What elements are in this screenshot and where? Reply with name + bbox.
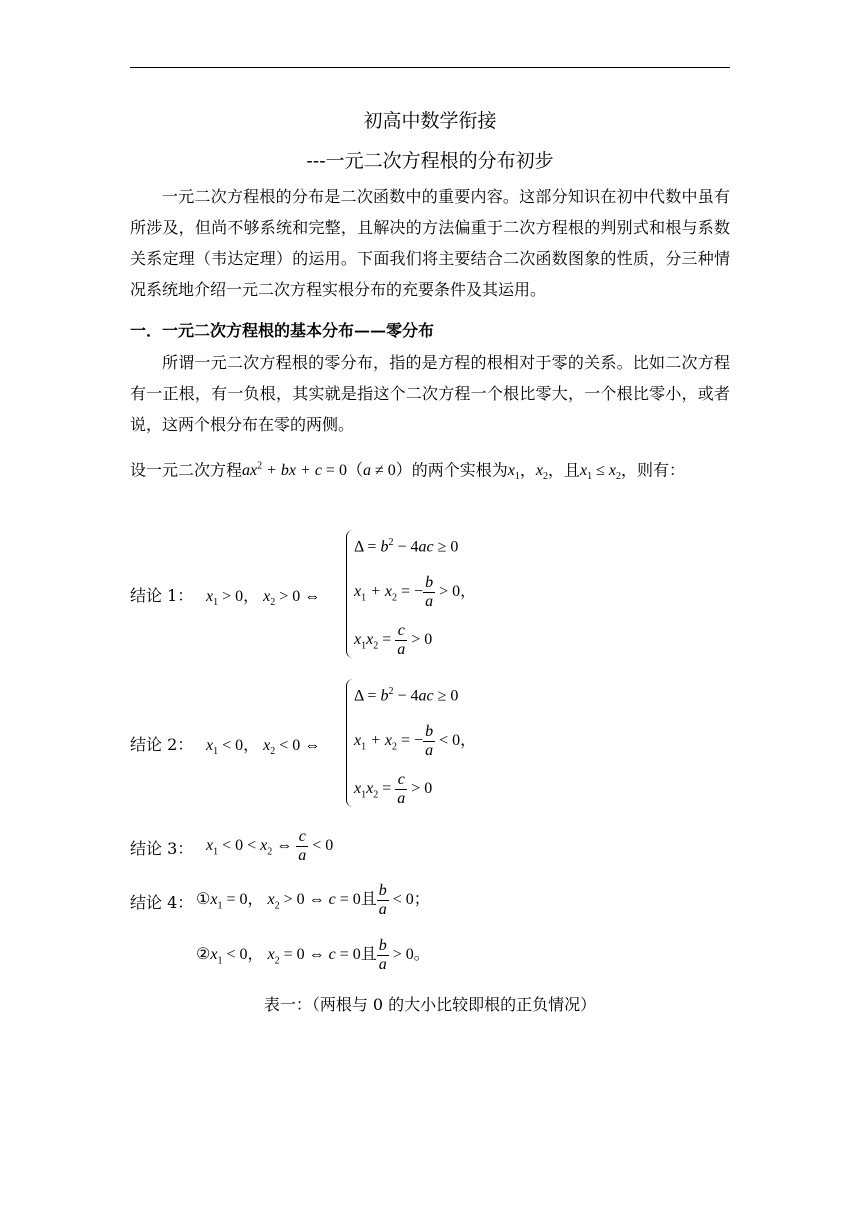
setup-suffix: ，则有：: [621, 460, 686, 480]
intro-paragraph: 一元二次方程根的分布是二次函数中的重要内容。这部分知识在初中代数中虽有所涉及，但尚不够系统和完整，且解决的方法偏重于二次方程根的判别式和根与系数关系定理（韦达定理）的运用。下面我们将主要结合二次函数图象的性质，分三种情况系统地介绍一元二次方程实根分布的充要条件及其运用。: [130, 187, 730, 299]
conclusion-1-product: $x_1x_2$ = $\frac{c}{a}$ > 0: [354, 622, 433, 658]
conclusion-2-brace: [346, 679, 353, 807]
page-subtitle: ---一元二次方程根的分布初步: [306, 150, 554, 172]
conclusion-1-discriminant: $\Delta = b^2 - 4ac \ge 0$: [354, 537, 459, 556]
conclusion-4-label: 结论 4：: [130, 893, 194, 912]
conclusion-3-formula: $x_1 < 0 < x_2$ ⇔ $\frac{c}{a}$ < 0: [206, 828, 334, 864]
section-heading: 一．一元二次方程根的基本分布——零分布: [130, 321, 435, 340]
root-x2: $x_2$: [535, 462, 549, 483]
conclusion-2-sum: $x_1 + x_2$ = − $\frac{b}{a}$ < 0，: [354, 723, 477, 759]
conclusion-3-label: 结论 3：: [130, 839, 194, 858]
conclusion-1-sum: $x_1 + x_2$ = − $\frac{b}{a}$ > 0，: [354, 574, 477, 610]
root-x1: $x_1$: [507, 462, 520, 483]
conclusion-4-case-2: $②x_1 < 0$， $x_2 = 0$ ⇔ c = 0且 $\frac{b}{a}$ > 0。: [196, 937, 430, 973]
conclusion-2-product: $x_1x_2$ = $\frac{c}{a}$ > 0: [354, 771, 433, 807]
root-order: $x_1 \le x_2$: [580, 462, 622, 483]
conclusion-4-case-1: $①x_1 = 0$， $x_2 > 0$ ⇔ c = 0且 $\frac{b}{a}$ < 0；: [196, 882, 430, 918]
page-title: 初高中数学衔接: [363, 110, 497, 132]
conclusion-2-condition: $x_1 < 0$， $x_2 < 0$ ⇔: [206, 737, 321, 758]
setup-middle: 的两个实根为: [411, 460, 508, 480]
quadratic-equation: $ax^2$ + bx + c = 0: [242, 461, 347, 480]
condition-a-nonzero: （a ≠ 0）: [346, 460, 412, 480]
table-caption: 表一：（两根与 0 的大小比较即根的正负情况）: [263, 995, 597, 1014]
conclusion-2-discriminant: $\Delta = b^2 - 4ac \ge 0$: [354, 686, 459, 705]
conclusion-1-condition: $x_1 > 0$， $x_2 > 0$ ⇔: [206, 588, 321, 609]
header-rule: [130, 67, 730, 68]
conclusion-2-label: 结论 2：: [130, 735, 194, 754]
setup-prefix: 设一元二次方程: [130, 460, 243, 480]
conclusion-1-label: 结论 1：: [130, 586, 194, 605]
setup-paragraph: 设一元二次方程$ax^2$ + bx + c = 0（a ≠ 0）的两个实根为$x_1$，$x_2$，且$x_1 \le x_2$，则有：: [130, 460, 686, 483]
section-paragraph: 所谓一元二次方程根的零分布，指的是方程的根相对于零的关系。比如二次方程有一正根，有一负根，其实就是指这个二次方程一个根比零大，一个根比零小，或者说，这两个根分布在零的两侧。: [130, 353, 730, 434]
setup-and: ，且: [548, 460, 581, 480]
conclusion-1-brace: [346, 530, 353, 658]
